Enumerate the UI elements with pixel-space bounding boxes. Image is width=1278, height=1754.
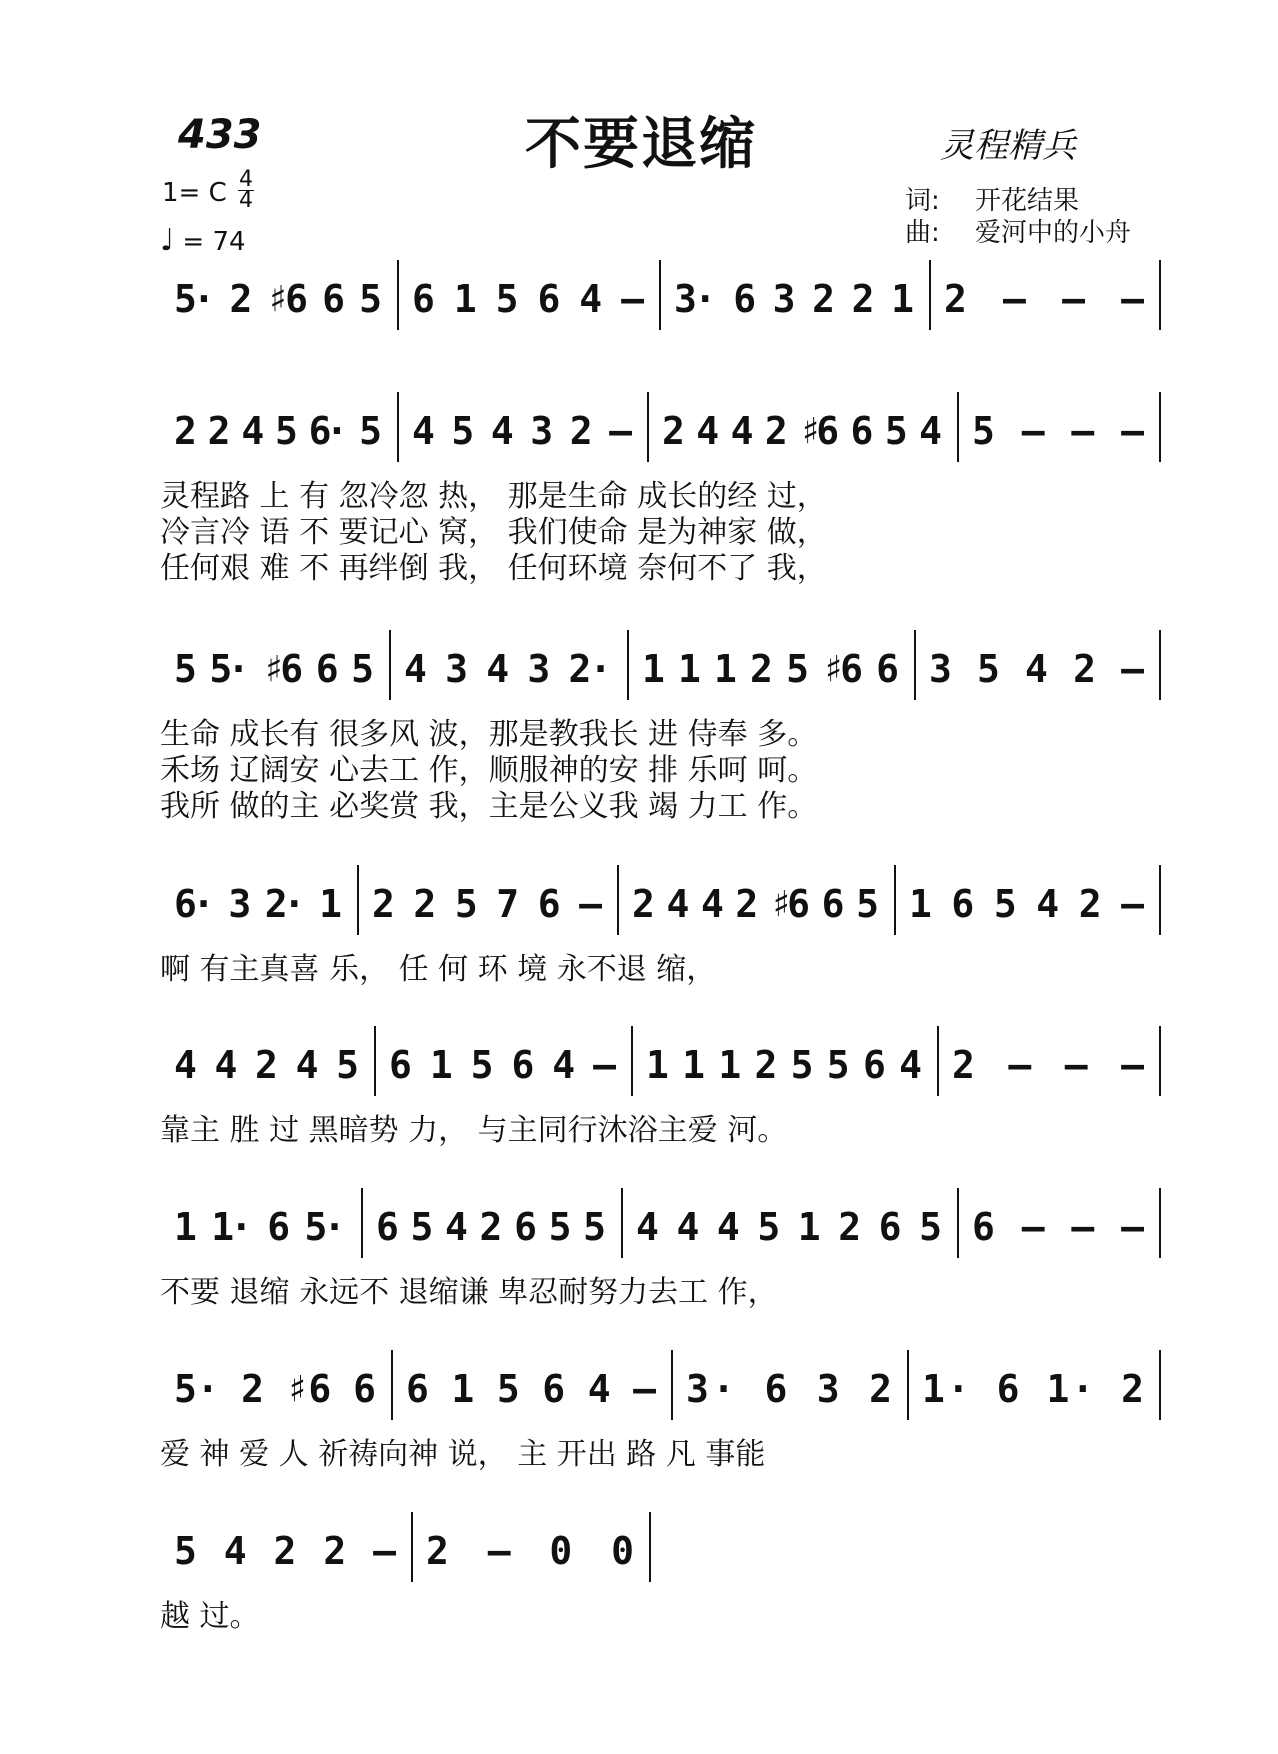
lyric-line-2-1: 灵程路 上 有 忽冷忽 热， 那是生命 成长的经 过，	[160, 479, 827, 514]
time-signature-bottom: 4	[239, 188, 253, 213]
measure-5-2: 6 1 5 6 4 –	[389, 1043, 616, 1087]
measure-3-2: 4 3 4 3 2·	[404, 647, 612, 691]
measure-1-3: 3· 6 3 2 2 1	[674, 277, 914, 321]
measure-5-1: 4 4 2 4 5	[174, 1043, 359, 1087]
measure-4-3: 2 4 4 2 ♯6 6 5	[632, 882, 879, 926]
measure-3-3: 1 1 1 2 5 ♯6 6	[642, 647, 899, 691]
lyricist-label: 词:	[905, 186, 940, 216]
time-signature-top: 4	[239, 167, 253, 192]
measure-3-4: 3 5 4 2 –	[929, 647, 1144, 691]
measure-4-1: 6· 3 2· 1	[174, 882, 342, 926]
lyric-line-6-1: 不要 退缩 永远不 退缩谦 卑忍耐努力去工 作，	[160, 1275, 778, 1310]
quarter-note-icon: ♩	[160, 223, 175, 258]
measure-6-3: 4 4 4 5 1 2 6 5	[636, 1205, 942, 1249]
measure-7-4: 1· 6 1· 2	[922, 1367, 1144, 1411]
measure-8-2: 2 – 0 0	[426, 1529, 634, 1573]
lyric-line-8-1: 越 过。	[160, 1599, 260, 1634]
composer-label: 曲:	[905, 218, 940, 248]
measure-5-3: 1 1 1 2 5 5 6 4	[646, 1043, 922, 1087]
lyric-line-3-3: 我所 做的主 必奖赏 我，主是公义我 竭 力工 作。	[160, 789, 818, 824]
lyric-line-5-1: 靠主 胜 过 黑暗势 力， 与主同行沐浴主爱 河。	[160, 1113, 788, 1148]
measure-6-2: 6 5 4 2 6 5 5	[376, 1205, 606, 1249]
lyric-line-4-1: 啊 有主真喜 乐， 任 何 环 境 永不退 缩，	[160, 952, 717, 987]
measure-8-1: 5 4 2 2 –	[174, 1529, 396, 1573]
measure-6-4: 6 – – –	[972, 1205, 1144, 1249]
composer-name: 爱河中的小舟	[975, 218, 1132, 248]
measure-1-2: 6 1 5 6 4 –	[412, 277, 644, 321]
measure-1-4: 2 – – –	[944, 277, 1144, 321]
song-title: 不要退缩	[525, 112, 757, 177]
lyric-line-2-3: 任何艰 难 不 再绊倒 我， 任何环境 奈何不了 我，	[160, 551, 827, 586]
measure-2-1: 2 2 4 5 6· 5	[174, 409, 382, 453]
measure-7-3: 3· 6 3 2	[686, 1367, 892, 1411]
tempo-value: = 74	[182, 227, 246, 257]
measure-7-2: 6 1 5 6 4 –	[406, 1367, 656, 1411]
measure-2-4: 5 – – –	[972, 409, 1144, 453]
lyric-line-3-2: 禾场 辽阔安 心去工 作，顺服神的安 排 乐呵 呵。	[160, 753, 818, 788]
measure-4-2: 2 2 5 7 6 –	[372, 882, 602, 926]
measure-1-1: 5· 2 ♯6 6 5	[174, 277, 382, 321]
measure-7-1: 5· 2 ♯6 6	[174, 1367, 376, 1411]
measure-2-3: 2 4 4 2 ♯6 6 5 4	[662, 409, 942, 453]
lyric-line-7-1: 爱 神 爱 人 祈祷向神 说， 主 开出 路 凡 事能	[160, 1437, 766, 1472]
lyric-line-2-2: 冷言冷 语 不 要记心 窝， 我们使命 是为神家 做，	[160, 515, 827, 550]
song-collection: 灵程精兵	[940, 126, 1076, 166]
measure-3-1: 5 5· ♯6 6 5	[174, 647, 374, 691]
lyric-line-3-1: 生命 成长有 很多风 波，那是教我长 进 侍奉 多。	[160, 717, 818, 752]
measure-6-1: 1 1· 6 5·	[174, 1205, 346, 1249]
song-number: 433	[178, 112, 262, 158]
measure-4-4: 1 6 5 4 2 –	[909, 882, 1144, 926]
lyricist-name: 开花结果	[975, 186, 1080, 216]
measure-2-2: 4 5 4 3 2 –	[412, 409, 632, 453]
key-signature: 1= C	[162, 178, 227, 208]
measure-5-4: 2 – – –	[952, 1043, 1144, 1087]
